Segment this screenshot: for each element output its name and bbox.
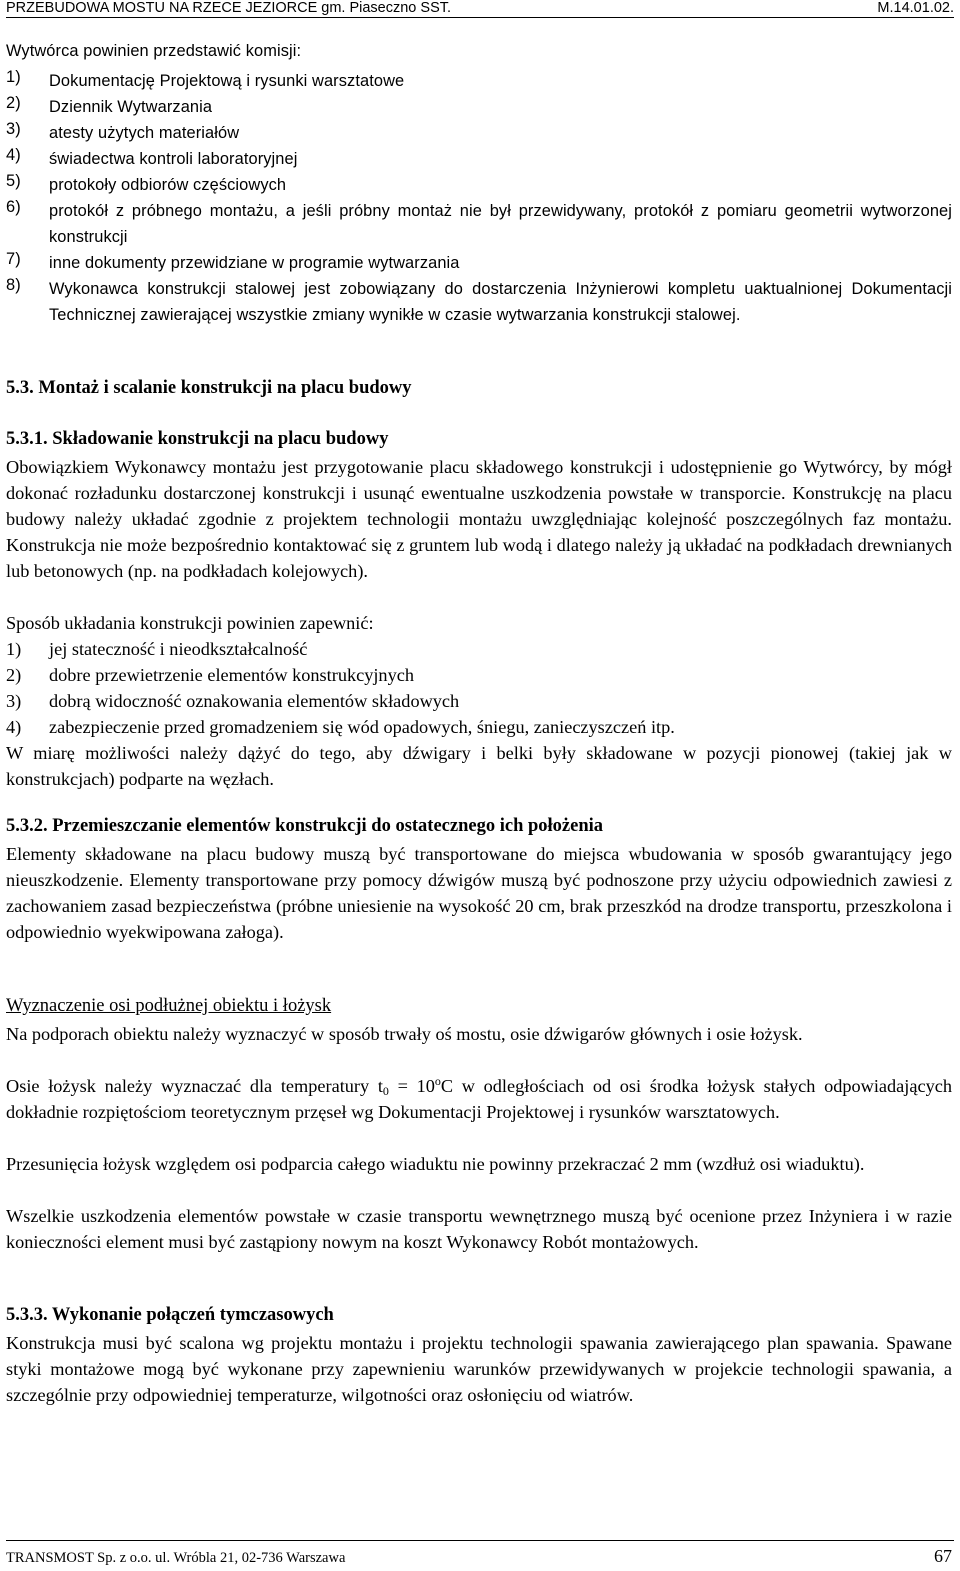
- section-heading-5-3: 5.3. Montaż i scalanie konstrukcji na placu budowy: [6, 378, 412, 398]
- list-item-number: 7): [6, 250, 21, 268]
- list-item-number: 1): [6, 639, 22, 659]
- section-heading-5-3-3: 5.3.3. Wykonanie połączeń tymczasowych: [6, 1305, 334, 1325]
- section-5-3-2-paragraph: Elementy składowane na placu budowy muszą być transportowane do miejsca wbudowania w sposób gwarantujący jego nieuszkodzenie. Elementy transportowane przy pomocy dźwigów muszą być podnoszone przy użyciu odpowiednich zawiesi z zachowaniem zasad bezpieczeństwa (próbne uniesienie na wysokość 20 cm, brak przeszkód na drodze transportu, przeszkolona i odpowiednio wyekwipowana załoga).: [6, 844, 952, 942]
- list-item-text: protokoły odbiorów częściowych: [49, 176, 287, 194]
- list-item-text: świadectwa kontroli laboratoryjnej: [49, 150, 298, 168]
- section-5-3-1-closing: W miarę możliwości należy dążyć do tego, aby dźwigary i belki były składowane w pozycji pionowej (takiej jak w konstrukcjach) podparte na węzłach.: [6, 743, 952, 789]
- list-item-text: dobrą widoczność oznakowania elementów składowych: [49, 691, 460, 711]
- list-item-text: atesty użytych materiałów: [49, 124, 240, 142]
- page-footer: [6, 1546, 952, 1568]
- axis-paragraph-1: Na podporach obiektu należy wyznaczyć w sposób trwały oś mostu, osie dźwigarów głównych i osie łożysk.: [6, 1024, 803, 1044]
- list-item-number: 1): [6, 68, 21, 86]
- header-divider: [6, 17, 954, 18]
- axis-paragraph-4: Wszelkie uszkodzenia elementów powstałe w czasie transportu wewnętrznego muszą być ocenione przez Inżyniera i w razie konieczności element musi być zastąpiony nowym na koszt Wykonawcy Robót montażowych.: [6, 1206, 952, 1252]
- axis-p2-text-b: = 10: [388, 1076, 435, 1096]
- section-5-3-1-paragraph: Obowiązkiem Wykonawcy montażu jest przygotowanie placu składowego konstrukcji i udostępnienie go Wytwórcy, by mógł dokonać rozładunku dostarczonej konstrukcji i usunąć ewentualne uszkodzenia powstałe w transporcie. Konstrukcję na placu budowy należy układać zgodnie z projektem technologii montażu uwzględniając kolejność poszczególnych faz montażu. Konstrukcja nie może bezpośrednio kontaktować się z gruntem lub wodą i dlatego należy ją układać na podkładach drewnianych lub betonowych (np. na podkładach kolejowych).: [6, 457, 952, 581]
- header-code: M.14.01.02.: [877, 0, 954, 16]
- footer-company: TRANSMOST Sp. z o.o. ul. Wróbla 21, 02-736 Warszawa: [6, 1550, 346, 1566]
- section-heading-5-3-2: 5.3.2. Przemieszczanie elementów konstrukcji do ostatecznego ich położenia: [6, 816, 604, 836]
- list-item-number: 8): [6, 276, 21, 294]
- header-title: PRZEBUDOWA MOSTU NA RZECE JEZIORCE gm. Piaseczno SST.: [6, 0, 452, 16]
- axis-p2-text-c: C w odległościach od osi środka łożysk stałych odpowiadających dokładnie rozpiętościom teoretycznym przęseł wg Dokumentacji Projektowej i rysunków warsztatowych.: [6, 1076, 952, 1122]
- degree-superscript: o: [434, 1074, 441, 1088]
- list-item-number: 3): [6, 120, 21, 138]
- axis-paragraph-3: Przesunięcia łożysk względem osi podparcia całego wiaduktu nie powinny przekraczać 2 mm (wzdłuż osi wiaduktu).: [6, 1154, 865, 1174]
- list-item-number: 2): [6, 665, 22, 685]
- temperature-subscript: 0: [382, 1084, 389, 1098]
- page-number: 67: [934, 1546, 952, 1566]
- list-item-number: 5): [6, 172, 21, 190]
- axis-paragraph-2: [6, 1073, 952, 1125]
- axis-section-heading: Wyznaczenie osi podłużnej obiektu i łożysk: [6, 996, 332, 1016]
- list-item-number: 4): [6, 146, 21, 164]
- list-item-text: inne dokumenty przewidziane w programie wytwarzania: [49, 254, 460, 272]
- section-5-3-3-paragraph: Konstrukcja musi być scalona wg projektu montażu i projektu technologii spawania zawierającego plan spawania. Spawane styki montażowe mogą być wykonane przy zapewnieniu warunków przewidywanych w projekcie technologii spawania, a szczególnie przy odpowiedniej temperaturze, wilgotności oraz osłonięciu od wiatrów.: [6, 1333, 952, 1405]
- list-item-text: Wykonawca konstrukcji stalowej jest zobowiązany do dostarczenia Inżynierowi kompletu uaktualnionej Dokumentacji Technicznej zawierającej wszystkie zmiany wynikłe w czasie wytwarzania konstrukcji stalowej.: [49, 280, 952, 324]
- list-item-text: zabezpieczenie przed gromadzeniem się wód opadowych, śniegu, zanieczyszczeń itp.: [49, 717, 675, 737]
- list-item-number: 2): [6, 94, 21, 112]
- list-item-number: 3): [6, 691, 22, 711]
- list-intro: Wytwórca powinien przedstawić komisji:: [6, 42, 302, 60]
- page-header: [6, 0, 954, 16]
- list-item-text: dobre przewietrzenie elementów konstrukcyjnych: [49, 665, 414, 685]
- list-item-number: 6): [6, 198, 21, 216]
- list-item-text: Dokumentację Projektową i rysunki warsztatowe: [49, 72, 405, 90]
- list-item-text: Dziennik Wytwarzania: [49, 98, 213, 116]
- section-heading-5-3-1: 5.3.1. Składowanie konstrukcji na placu budowy: [6, 429, 389, 449]
- storage-list-intro: Sposób układania konstrukcji powinien zapewnić:: [6, 613, 374, 633]
- list-item-text: protokół z próbnego montażu, a jeśli próbny montaż nie był przewidywany, protokół z pomiaru geometrii wytworzonej konstrukcji: [49, 202, 952, 246]
- list-item-number: 4): [6, 717, 22, 737]
- list-item-text: jej stateczność i nieodkształcalność: [49, 639, 308, 659]
- axis-p2-text-a: Osie łożysk należy wyznaczać dla temperatury t: [6, 1076, 383, 1096]
- footer-divider: [6, 1540, 954, 1541]
